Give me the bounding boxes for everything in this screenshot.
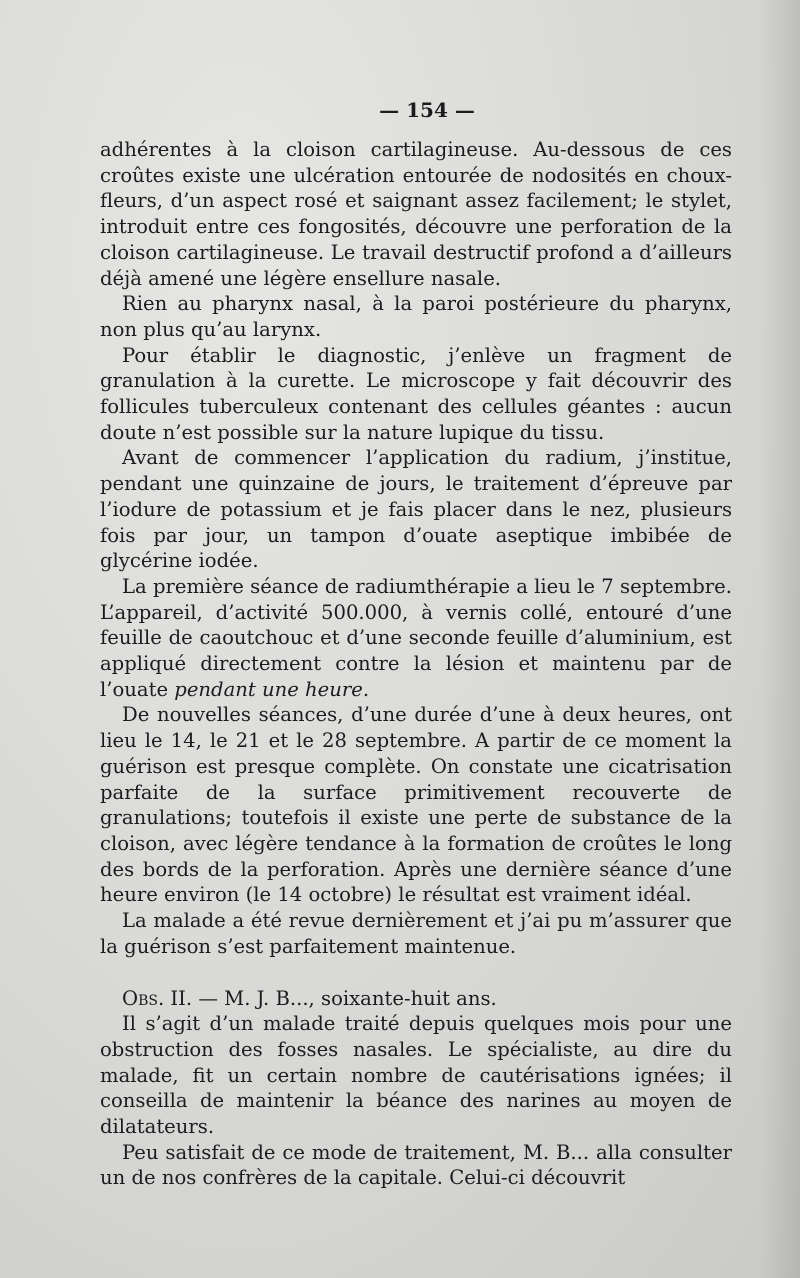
paragraph-7: La malade a été revue dernièrement et j’ai pu m’assurer que la guérison s’est parfaitement maintenue. (100, 909, 732, 958)
observation-heading (100, 986, 732, 1012)
observation-title: — M. J. B..., soixante-huit ans. (192, 986, 497, 1010)
page-number: — 154 — (379, 98, 475, 122)
paragraph-6: De nouvelles séances, d’une durée d’une à deux heures, ont lieu le 14, le 21 et le 28 septembre. A partir de ce moment la guérison est presque complète. On constate une cicatrisation parfaite de la surface primitivement recouverte de granulations; toutefois il existe une perte de substance de la cloison, avec légère tendance à la formation de croûtes le long des bords de la perforation. Après une dernière séance d’une heure environ (le 14 octobre) le résultat est vraiment idéal. (100, 703, 732, 907)
paragraph-4: Avant de commencer l’application du radium, j’institue, pendant une quinzaine de jours, le traitement d’épreuve par l’iodure de potassium et je fais placer dans le nez, plusieurs fois par jour, un tampon d’ouate aseptique imbibée de glycérine iodée. (100, 446, 732, 573)
section-gap (100, 960, 732, 986)
book-page (100, 95, 732, 1191)
paragraph-2: Rien au pharynx nasal, à la paroi postérieure du pharynx, non plus qu’au larynx. (100, 292, 732, 341)
paragraph-9: Peu satisfait de ce mode de traitement, M. B... alla consulter un de nos confrères de la capitale. Celui-ci découvrit (100, 1140, 732, 1190)
paragraph-5-italic: pendant une heure. (174, 677, 370, 701)
observation-label: Obs. II. (122, 986, 193, 1010)
page-shadow (760, 0, 800, 1278)
paragraph-3: Pour établir le diagnostic, j’enlève un fragment de granulation à la curette. Le microscope y fait découvrir des follicules tuberculeux contenant des cellules géantes : aucun doute n’est possible sur la nature lupique du tissu. (100, 343, 732, 444)
paragraph-1: adhérentes à la cloison cartilagineuse. Au-dessous de ces croûtes existe une ulcération entourée de nodosités en choux-fleurs, d’un aspect rosé et saignant assez facilement; le stylet, introduit entre ces fongosités, découvre une perforation de la cloison cartilagineuse. Le travail destructif profond a d’ailleurs déjà amené une légère ensellure nasale. (100, 138, 732, 290)
paragraph-8: Il s’agit d’un malade traité depuis quelques mois pour une obstruction des fosses nasales. Le spécialiste, au dire du malade, fit un certain nombre de cautérisations ignées; il conseilla de maintenir la béance des narines au moyen de dilatateurs. (100, 1012, 732, 1139)
paragraph-5 (100, 574, 732, 703)
paragraph-5-text: La première séance de radiumthérapie a lieu le 7 septembre. L’appareil, d’activité 500.000, à vernis collé, entouré d’une feuille de caoutchouc et d’une seconde feuille d’aluminium, est appliqué directement contre la lésion et maintenu par de l’ouate (100, 574, 732, 701)
